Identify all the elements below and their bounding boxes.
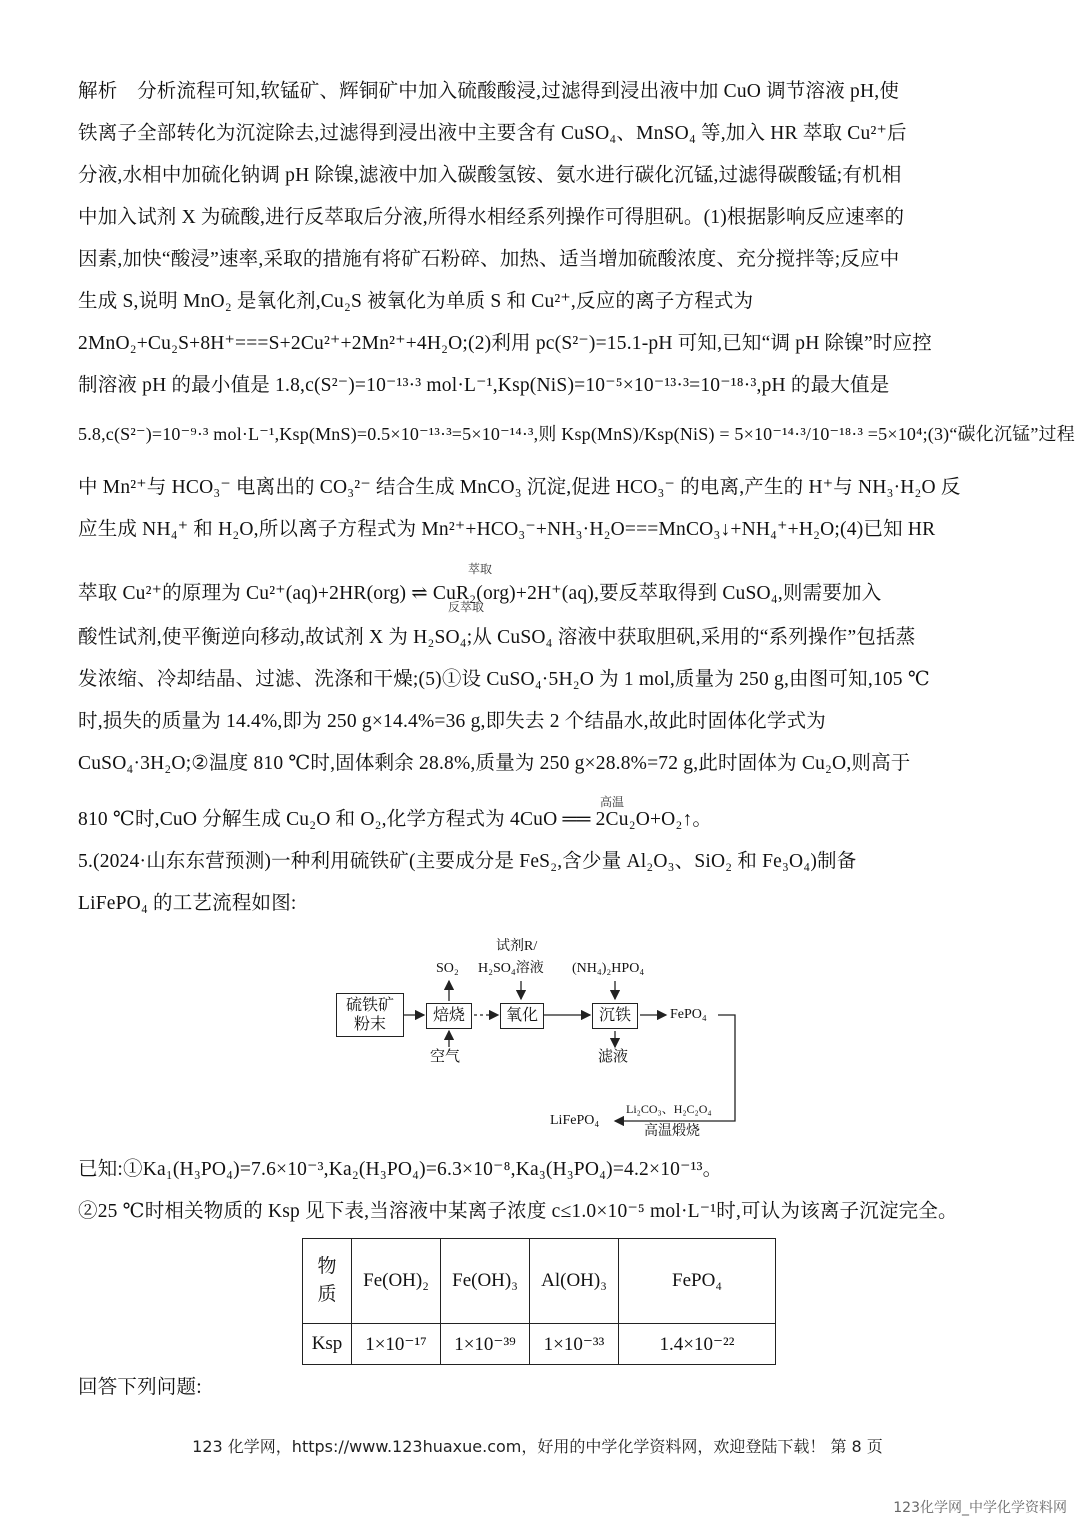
text-line: 发浓缩、冷却结晶、过滤、洗涤和干燥;(5)①设 CuSO₄·5H₂O 为 1 mol,质量为 250 g,由图可知,105 ℃ xyxy=(78,669,930,690)
question-line: LiFePO₄ 的工艺流程如图: xyxy=(78,893,297,914)
label-phosphate: (NH₄)₂HPO₄ xyxy=(572,961,645,976)
closing-prompt: 回答下列问题: xyxy=(78,1377,202,1398)
text-line: 酸性试剂,使平衡逆向移动,故试剂 X 为 H₂SO₄;从 CuSO₄ 溶液中获取胆矾,采用的“系列操作”包括蒸 xyxy=(78,627,916,648)
text-line: 制溶液 pH 的最小值是 1.8,c(S²⁻)=10⁻¹³·³ mol·L⁻¹,Ksp(NiS)=10⁻⁵×10⁻¹³·³=10⁻¹⁸·³,pH 的最大值是 xyxy=(78,375,890,396)
ksp-table xyxy=(302,1238,776,1365)
label-product: LiFePO₄ xyxy=(550,1113,600,1128)
table-cell: Ksp xyxy=(303,1324,352,1365)
text-line: 中 Mn²⁺与 HCO₃⁻ 电离出的 CO₃²⁻ 结合生成 MnCO₃ 沉淀,促进 HCO₃⁻ 的电离,产生的 H⁺与 NH₃·H₂O 反 xyxy=(78,477,961,498)
label-calc-reagents: Li₂CO₃、H₂C₂O₄ xyxy=(626,1102,712,1116)
text-line: 中加入试剂 X 为硫酸,进行反萃取后分液,所得水相经系列操作可得胆矾。(1)根据影响反应速率的 xyxy=(78,207,905,228)
text-line: 萃取 Cu²⁺的原理为 Cu²⁺(aq)+2HR(org) ⇌ CuR₂(org)+2H⁺(aq),要反萃取得到 CuSO₄,则需要加入 xyxy=(78,583,882,604)
label-calcination: 高温煅烧 xyxy=(644,1124,700,1139)
table-cell: 1.4×10⁻²² xyxy=(619,1324,776,1365)
text-line: 2MnO₂+Cu₂S+8H⁺===S+2Cu²⁺+2Mn²⁺+4H₂O;(2)利用 pc(S²⁻)=15.1-pH 可知,已知“调 pH 除镍”时应控 xyxy=(78,333,932,354)
text-line: CuSO₄·3H₂O;②温度 810 ℃时,固体剩余 28.8%,质量为 250 g×28.8%=72 g,此时固体为 Cu₂O,则高于 xyxy=(78,753,911,774)
box-roast: 焙烧 xyxy=(426,1003,472,1029)
box-raw-material xyxy=(336,993,404,1037)
table-header-cell: Fe(OH)₃ xyxy=(441,1239,530,1324)
page-footer: 123 化学网，https://www.123huaxue.com，好用的中学化学资料网，欢迎登陆下载！ 第 8 页 xyxy=(192,1437,883,1456)
table-cell: 1×10⁻¹⁷ xyxy=(352,1324,441,1365)
equilibrium-forward-label: 萃取 xyxy=(468,562,493,576)
text-line: 分液,水相中加硫化钠调 pH 除镍,滤液中加入碳酸氢铵、氨水进行碳化沉锰,过滤得碳酸锰;有机相 xyxy=(78,165,902,186)
known-line-2: ②25 ℃时相关物质的 Ksp 见下表,当溶液中某离子浓度 c≤1.0×10⁻⁵ mol·L⁻¹时,可认为该离子沉淀完全。 xyxy=(78,1201,958,1222)
label-reagent-2: H₂SO₄溶液 xyxy=(478,961,544,976)
equilibrium-reverse-label: 反萃取 xyxy=(448,600,485,614)
process-flowchart xyxy=(330,935,750,1145)
box-raw-line: 硫铁矿 xyxy=(345,997,394,1014)
text-line: 因素,加快“酸浸”速率,采取的措施有将矿石粉碎、加热、适当增加硫酸浓度、充分搅拌等;反应中 xyxy=(78,249,900,270)
header-substance: 物质 xyxy=(317,1256,337,1305)
box-precipitate-iron: 沉铁 xyxy=(592,1003,638,1029)
text-line: 生成 S,说明 MnO₂ 是氧化剂,Cu₂S 被氧化为单质 S 和 Cu²⁺,反应的离子方程式为 xyxy=(78,291,754,312)
heat-condition-label: 高温 xyxy=(600,795,625,809)
text-line: 应生成 NH₄⁺ 和 H₂O,所以离子方程式为 Mn²⁺+HCO₃⁻+NH₃·H₂O===MnCO₃↓+NH₄⁺+H₂O;(4)已知 HR xyxy=(78,519,936,540)
table-header-cell xyxy=(303,1239,352,1324)
table-header-cell: Al(OH)₃ xyxy=(530,1239,619,1324)
label-air: 空气 xyxy=(430,1049,461,1065)
table-cell: 1×10⁻³⁹ xyxy=(441,1324,530,1365)
table-header-cell: Fe(OH)₂ xyxy=(352,1239,441,1324)
label-fepo4: FePO₄ xyxy=(670,1007,707,1022)
box-raw-line: 粉末 xyxy=(353,1016,386,1033)
label-filtrate: 滤液 xyxy=(598,1049,629,1065)
known-line-1: 已知:①Ka₁(H₃PO₄)=7.6×10⁻³,Ka₂(H₃PO₄)=6.3×10⁻⁸,Ka₃(H₃PO₄)=4.2×10⁻¹³。 xyxy=(78,1159,723,1180)
box-oxidation: 氧化 xyxy=(500,1003,544,1029)
table-cell: 1×10⁻³³ xyxy=(530,1324,619,1365)
table-row xyxy=(303,1324,776,1365)
text-line: 解析 分析流程可知,软锰矿、辉铜矿中加入硫酸酸浸,过滤得到浸出液中加 CuO 调节溶液 pH,使 xyxy=(78,81,900,102)
text-line: 810 ℃时,CuO 分解生成 Cu₂O 和 O₂,化学方程式为 4CuO ══ 2Cu₂O+O₂↑。 xyxy=(78,809,713,830)
text-line: 时,损失的质量为 14.4%,即为 250 g×14.4%=36 g,即失去 2 个结晶水,故此时固体化学式为 xyxy=(78,711,826,732)
site-watermark: 123化学网_中学化学资料网 xyxy=(893,1500,1067,1516)
text-line: 5.8,c(S²⁻)=10⁻⁹·³ mol·L⁻¹,Ksp(MnS)=0.5×10⁻¹³·³=5×10⁻¹⁴·³,则 Ksp(MnS)/Ksp(NiS) = 5×10⁻¹⁴·³/10⁻¹⁸·³ =5×10⁴;(3)“碳化沉锰”过程 xyxy=(78,424,1075,444)
label-so2: SO₂ xyxy=(436,961,459,976)
question-line: 5.(2024·山东东营预测)一种利用硫铁矿(主要成分是 FeS₂,含少量 Al₂O₃、SiO₂ 和 Fe₃O₄)制备 xyxy=(78,851,857,872)
label-reagent-1: 试剂R/ xyxy=(496,939,538,954)
text-line: 铁离子全部转化为沉淀除去,过滤得到浸出液中主要含有 CuSO₄、MnSO₄ 等,加入 HR 萃取 Cu²⁺后 xyxy=(78,123,907,144)
table-row xyxy=(303,1239,776,1324)
table-header-cell: FePO₄ xyxy=(619,1239,776,1324)
